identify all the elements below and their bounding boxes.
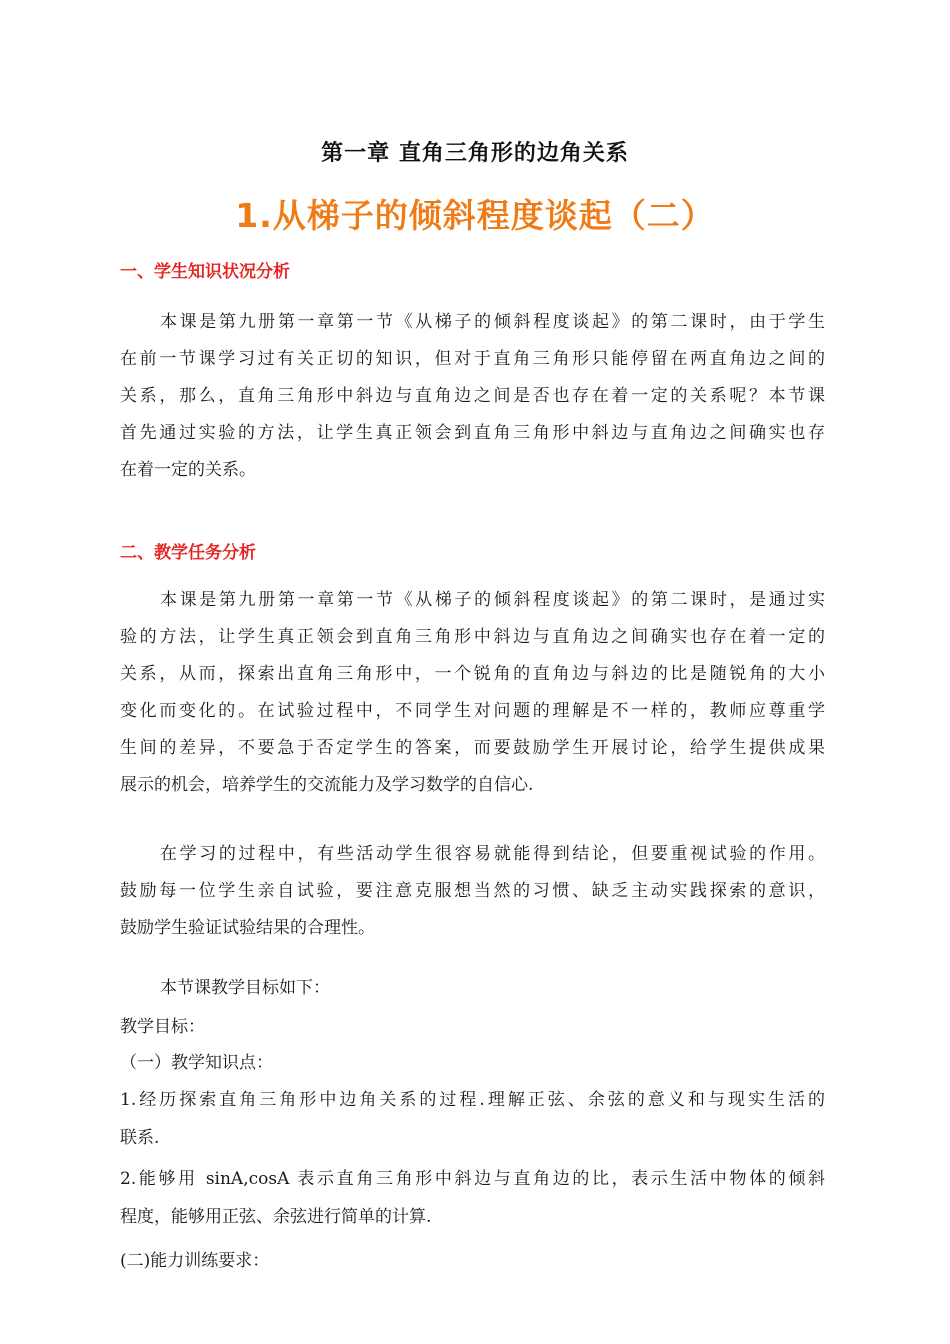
paragraph-line: 鼓励每一位学生亲自试验，要注意克服想当然的习惯、缺乏主动实践探索的意识， bbox=[120, 881, 825, 901]
list-item-line: 2.能够用 sinA,cosA 表示直角三角形中斜边与直角边的比，表示生活中物体的倾斜 bbox=[120, 1169, 825, 1189]
section-heading-task-analysis: 二、教学任务分析 bbox=[120, 543, 256, 563]
paragraph-line: 鼓励学生验证试验结果的合理性。 bbox=[120, 918, 375, 938]
paragraph-student-analysis bbox=[120, 304, 825, 489]
subsection-knowledge-label: （一）教学知识点： bbox=[120, 1053, 273, 1073]
chapter-title: 第一章 直角三角形的边角关系 bbox=[321, 141, 629, 166]
paragraph-line: 在着一定的关系。 bbox=[120, 460, 256, 480]
paragraph-line: 关系，从而，探索出直角三角形中，一个锐角的直角边与斜边的比是随锐角的大小 bbox=[120, 664, 825, 684]
subsection-ability-label: (二)能力训练要求： bbox=[120, 1251, 270, 1271]
paragraph-line: 验的方法，让学生真正领会到直角三角形中斜边与直角边之间确实也存在着一定的 bbox=[120, 627, 825, 647]
paragraph-line: 首先通过实验的方法，让学生真正领会到直角三角形中斜边与直角边之间确实也存 bbox=[120, 423, 825, 443]
paragraph-line: 生间的差异，不要急于否定学生的答案，而要鼓励学生开展讨论，给学生提供成果 bbox=[120, 738, 825, 758]
list-item-line: 联系. bbox=[120, 1128, 160, 1148]
section-heading-student-analysis: 一、学生知识状况分析 bbox=[120, 262, 290, 282]
paragraph-line: 本课是第九册第一章第一节《从梯子的倾斜程度谈起》的第二课时，是通过实 bbox=[160, 590, 825, 610]
list-item-line: 1.经历探索直角三角形中边角关系的过程.理解正弦、余弦的意义和与现实生活的 bbox=[120, 1090, 825, 1110]
paragraph-line: 关系，那么，直角三角形中斜边与直角边之间是否也存在着一定的关系呢？本节课 bbox=[120, 386, 825, 406]
paragraph-learning-process bbox=[120, 836, 825, 947]
list-item-2 bbox=[120, 1160, 825, 1236]
list-item-1 bbox=[120, 1081, 825, 1157]
paragraph-task-analysis bbox=[120, 582, 825, 804]
goal-intro: 本节课教学目标如下： bbox=[160, 978, 330, 998]
paragraph-line: 本课是第九册第一章第一节《从梯子的倾斜程度谈起》的第二课时，由于学生 bbox=[160, 312, 825, 332]
paragraph-line: 在学习的过程中，有些活动学生很容易就能得到结论，但要重视试验的作用。 bbox=[160, 844, 825, 864]
paragraph-line: 展示的机会，培养学生的交流能力及学习数学的自信心. bbox=[120, 775, 534, 795]
paragraph-line: 在前一节课学习过有关正切的知识，但对于直角三角形只能停留在两直角边之间的 bbox=[120, 349, 825, 369]
lesson-title: 1.从梯子的倾斜程度谈起（二） bbox=[235, 196, 715, 235]
list-item-line: 程度，能够用正弦、余弦进行简单的计算. bbox=[120, 1207, 432, 1227]
paragraph-line: 变化而变化的。在试验过程中，不同学生对问题的理解是不一样的，教师应尊重学 bbox=[120, 701, 825, 721]
goal-label: 教学目标： bbox=[120, 1017, 205, 1037]
